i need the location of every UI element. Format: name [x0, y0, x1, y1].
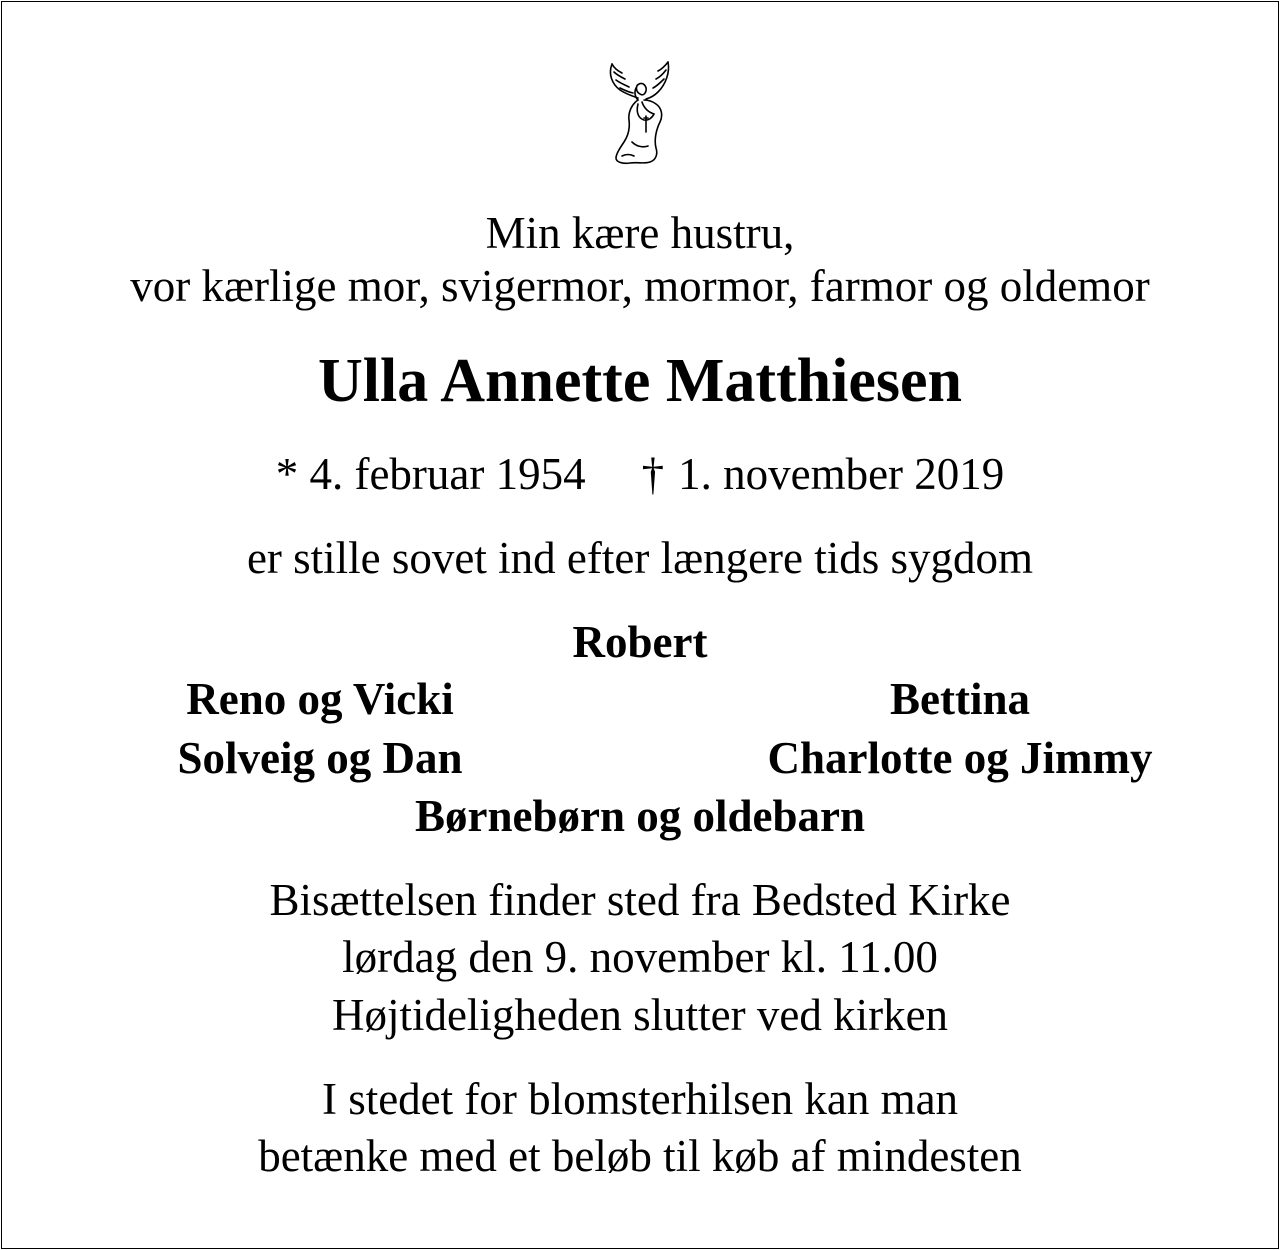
funeral-line-3: Højtideligheden slutter ved kirken — [331, 990, 949, 1040]
intro-line-2: vor kærlige mor, svigermor, mormor, farmor og oldemor — [130, 261, 1150, 311]
family-right-1: Bettina — [890, 674, 1030, 724]
birth-date: 4. februar 1954 — [309, 449, 586, 499]
life-dates — [0, 449, 1280, 499]
passing-notice: er stille sovet ind efter længere tids sygdom — [246, 533, 1034, 583]
intro-line-1: Min kære hustru, — [485, 208, 795, 258]
funeral-line-2: lørdag den 9. november kl. 11.00 — [342, 932, 938, 982]
family-left-2: Solveig og Dan — [177, 733, 463, 783]
family-right-2: Charlotte og Jimmy — [767, 733, 1153, 783]
death-symbol: † — [641, 449, 665, 499]
born-symbol: * — [275, 449, 299, 499]
deceased-name: Ulla Annette Matthiesen — [317, 347, 963, 415]
family-grandchildren: Børnebørn og oldebarn — [414, 791, 866, 841]
family-spouse: Robert — [572, 617, 708, 667]
funeral-line-1: Bisættelsen finder sted fra Bedsted Kirke — [269, 875, 1011, 925]
flowers-line-2: betænke med et beløb til køb af mindesten — [258, 1131, 1022, 1181]
angel-icon — [598, 58, 678, 170]
family-left-1: Reno og Vicki — [186, 674, 454, 724]
death-date: 1. november 2019 — [678, 449, 1005, 499]
flowers-line-1: I stedet for blomsterhilsen kan man — [321, 1074, 959, 1124]
